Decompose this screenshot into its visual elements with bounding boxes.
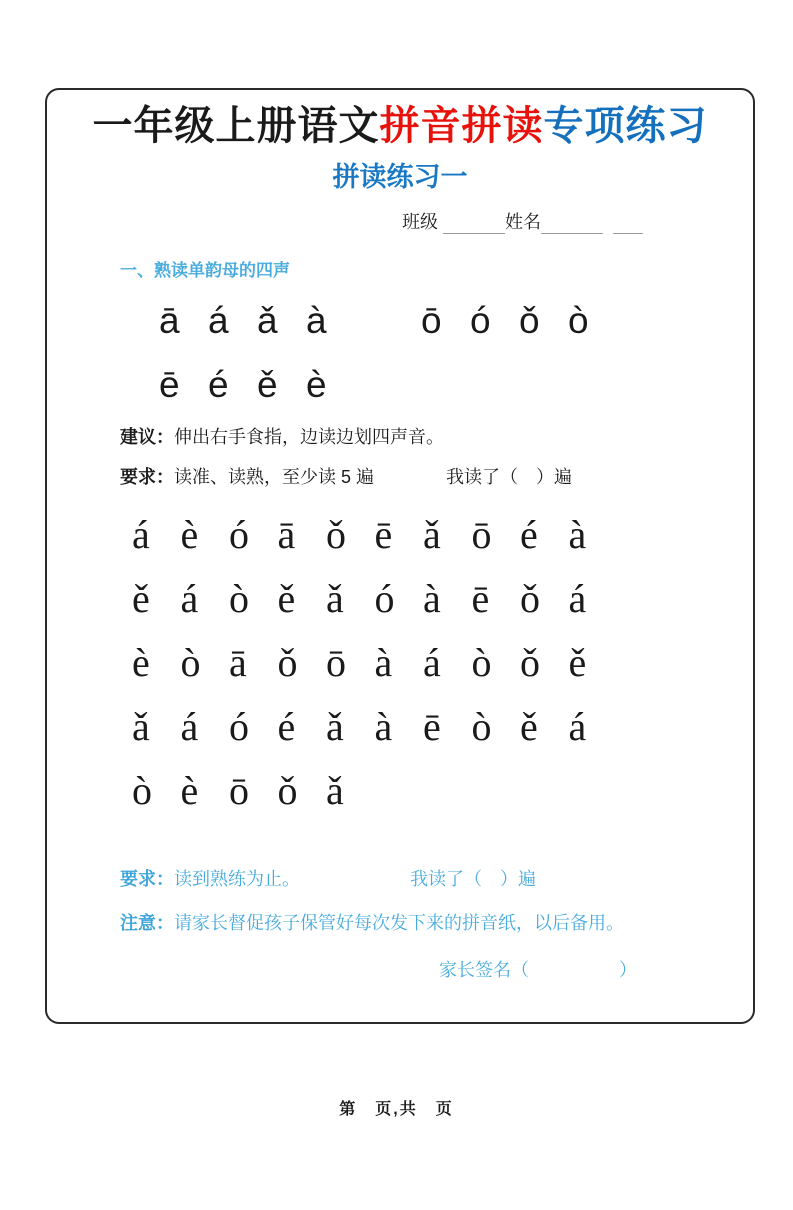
pinyin-cell: ǎ — [326, 767, 344, 813]
tone-letter: ó — [470, 300, 491, 341]
pinyin-cell: ó — [229, 703, 249, 749]
page-number-footer: 第 页,共 页 — [339, 1101, 454, 1118]
tone-row-e — [159, 360, 753, 410]
pinyin-cell: ǒ — [277, 767, 298, 813]
worksheet-page — [45, 88, 755, 1024]
pinyin-cell: á — [132, 511, 150, 557]
tone-letter: ǎ — [257, 300, 278, 341]
tone-letter: à — [306, 300, 327, 341]
tone-letter: á — [208, 300, 229, 341]
name-blank-line — [541, 215, 603, 234]
pinyin-grid-row — [132, 566, 753, 630]
tone-group-gap — [355, 296, 421, 346]
title-part-red: 拼音拼读 — [379, 104, 544, 148]
class-label: 班级 — [402, 212, 438, 232]
pinyin-cell: á — [180, 575, 199, 621]
pinyin-cell: ě — [277, 575, 296, 621]
tone-row-a-o — [159, 296, 753, 346]
tone-letter: ě — [257, 364, 278, 405]
pinyin-cell: è — [180, 767, 199, 813]
pinyin-grid-row — [132, 502, 753, 566]
pinyin-cell: ō — [326, 639, 346, 685]
pinyin-cell: ǒ — [277, 639, 298, 685]
tone-letter: ò — [568, 300, 589, 341]
note-read-count-text: 我读了（ ）遍 — [410, 869, 536, 889]
exercise-subtitle: 拼读练习一 — [332, 162, 468, 192]
pinyin-cell: ē — [471, 575, 490, 621]
pinyin-grid-row — [132, 694, 753, 758]
pinyin-cell: ò — [229, 575, 249, 621]
pinyin-cell: ǒ — [520, 575, 540, 621]
tone-letter: é — [208, 364, 229, 405]
title-part-blue: 专项练习 — [543, 104, 708, 148]
suggestion-line — [120, 424, 753, 450]
pinyin-cell: ǒ — [520, 639, 540, 685]
note-notice-line — [120, 910, 753, 936]
tone-group-a — [159, 296, 355, 346]
pinyin-cell: ó — [229, 511, 249, 557]
pinyin-grid-row — [132, 758, 753, 822]
note-requirement-label: 要求： — [120, 869, 174, 889]
pinyin-cell: ē — [374, 511, 393, 557]
note-notice-text: 请家长督促孩子保管好每次发下来的拼音纸，以后备用。 — [174, 913, 624, 933]
pinyin-cell: è — [180, 511, 199, 557]
pinyin-cell: ē — [423, 703, 441, 749]
pinyin-cell: à — [374, 703, 393, 749]
tone-letter: ā — [159, 300, 180, 341]
pinyin-cell: ǎ — [423, 511, 441, 557]
tone-letter: è — [306, 364, 327, 405]
pinyin-cell: à — [568, 511, 587, 557]
pinyin-cell: ǒ — [326, 511, 346, 557]
pinyin-cell: ǎ — [326, 703, 344, 749]
pinyin-cell: é — [277, 703, 296, 749]
requirement-line — [120, 464, 753, 490]
note-requirement-text: 读到熟练为止。 — [174, 869, 300, 889]
page-title — [47, 102, 753, 150]
pinyin-cell: ǎ — [132, 703, 150, 749]
pinyin-cell: ǎ — [326, 575, 344, 621]
pinyin-cell: á — [568, 703, 587, 749]
pinyin-cell: ā — [229, 639, 247, 685]
pinyin-cell: ā — [277, 511, 296, 557]
suggestion-label: 建议： — [120, 427, 174, 447]
tone-group-e — [159, 360, 355, 410]
note-notice-label: 注意： — [120, 913, 174, 933]
pinyin-cell: ò — [471, 639, 492, 685]
requirement-label: 要求： — [120, 467, 174, 487]
pinyin-cell: á — [423, 639, 441, 685]
tone-letter: ǒ — [519, 300, 540, 341]
class-name-row — [402, 210, 753, 234]
note-requirement-line — [120, 866, 753, 892]
pinyin-practice-grid — [132, 502, 753, 822]
class-blank-line — [443, 215, 505, 234]
pinyin-cell: ō — [471, 511, 492, 557]
pinyin-cell: ě — [132, 575, 150, 621]
pinyin-cell: ō — [229, 767, 249, 813]
pinyin-cell: ò — [471, 703, 492, 749]
suggestion-text: 伸出右手食指，边读边划四声音。 — [174, 427, 444, 447]
pinyin-cell: à — [423, 575, 441, 621]
section-heading: 一、熟读单韵母的四声 — [120, 261, 290, 280]
name-label: 姓名 — [505, 212, 542, 232]
pinyin-cell: é — [520, 511, 538, 557]
read-count-text: 我读了（ ）遍 — [446, 467, 573, 487]
tone-group-o — [421, 296, 617, 346]
tone-letter: ō — [421, 300, 442, 341]
parent-signature-line: 家长签名（ ） — [439, 960, 637, 980]
name-blank-line-short — [613, 215, 643, 234]
pinyin-cell: ò — [132, 767, 152, 813]
title-part-black: 一年级上册语文 — [92, 104, 380, 148]
pinyin-cell: è — [132, 639, 150, 685]
pinyin-cell: ò — [180, 639, 201, 685]
pinyin-cell: ě — [520, 703, 538, 749]
pinyin-grid-row — [132, 630, 753, 694]
pinyin-cell: á — [568, 575, 587, 621]
pinyin-cell: ó — [374, 575, 395, 621]
requirement-text: 读准、读熟，至少读 5 遍 — [174, 467, 375, 487]
pinyin-cell: á — [180, 703, 199, 749]
pinyin-cell: ě — [568, 639, 587, 685]
pinyin-cell: à — [374, 639, 393, 685]
tone-letter: ē — [159, 364, 180, 405]
